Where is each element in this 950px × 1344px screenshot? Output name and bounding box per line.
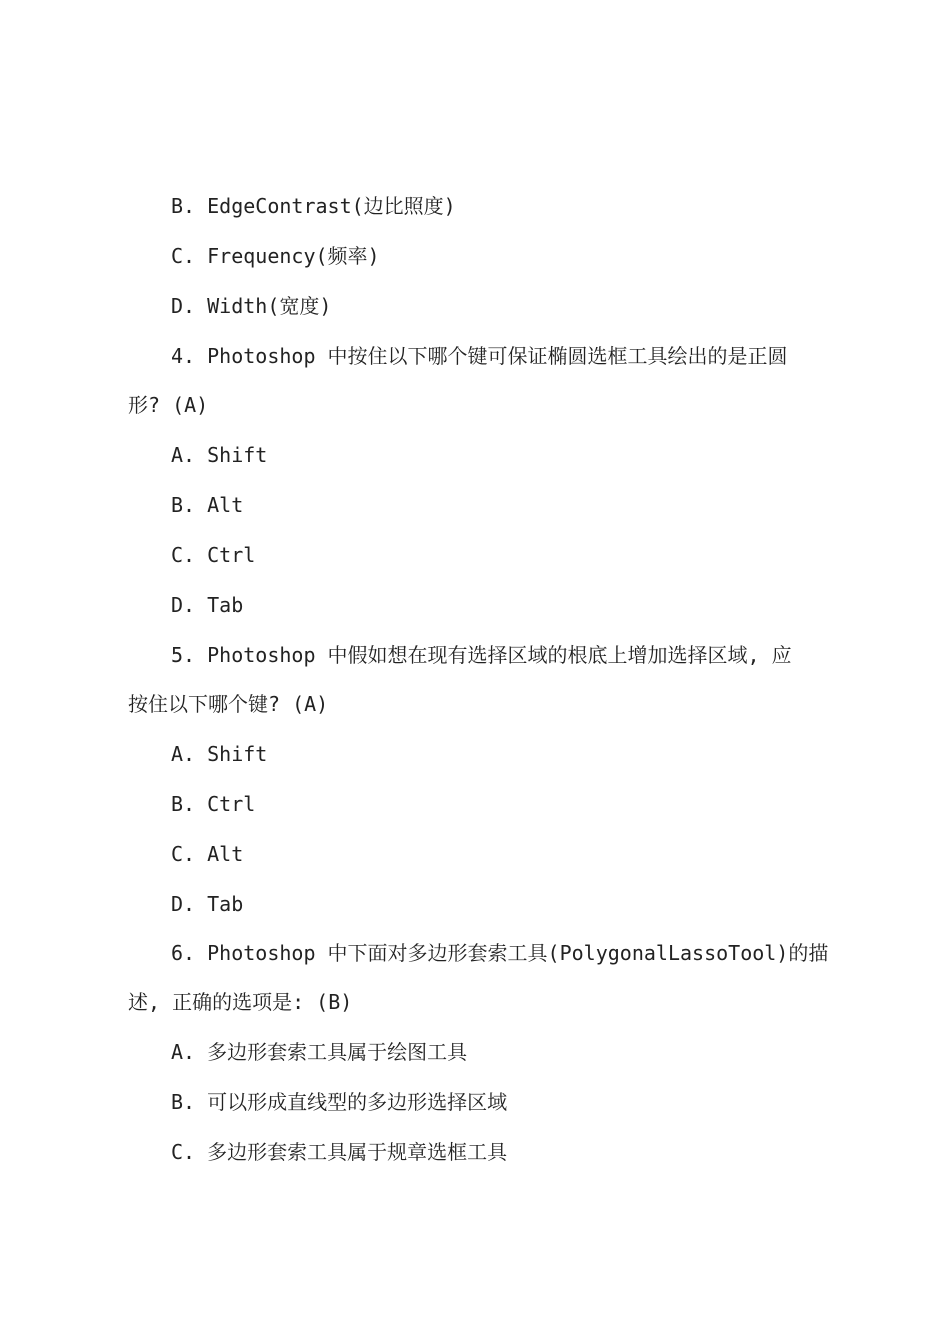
q6-option-a: A. 多边形套索工具属于绘图工具 — [171, 1040, 468, 1064]
question-5-line-1: 5. Photoshop 中假如想在现有选择区域的根底上增加选择区域, 应 — [171, 643, 792, 667]
q4-option-a: A. Shift — [171, 443, 268, 467]
q4-option-b: B. Alt — [171, 493, 244, 517]
option-b-edgecontrast: B. EdgeContrast(边比照度) — [171, 194, 456, 218]
option-c-frequency: C. Frequency(频率) — [171, 244, 380, 268]
question-4-line-2: 形? (A) — [128, 393, 209, 417]
question-6-line-1: 6. Photoshop 中下面对多边形套索工具(PolygonalLassoTool)的描 — [171, 941, 829, 965]
q5-option-d: D. Tab — [171, 892, 244, 916]
question-4-line-1: 4. Photoshop 中按住以下哪个键可保证椭圆选框工具绘出的是正圆 — [171, 344, 788, 368]
q5-option-c: C. Alt — [171, 842, 244, 866]
q4-option-c: C. Ctrl — [171, 543, 256, 567]
q5-option-b: B. Ctrl — [171, 792, 256, 816]
question-5-line-2: 按住以下哪个键? (A) — [128, 692, 329, 716]
q6-option-b: B. 可以形成直线型的多边形选择区域 — [171, 1090, 508, 1114]
option-d-width: D. Width(宽度) — [171, 294, 332, 318]
q6-option-c: C. 多边形套索工具属于规章选框工具 — [171, 1140, 508, 1164]
q4-option-d: D. Tab — [171, 593, 244, 617]
question-6-line-2: 述, 正确的选项是: (B) — [128, 990, 353, 1014]
q5-option-a: A. Shift — [171, 742, 268, 766]
